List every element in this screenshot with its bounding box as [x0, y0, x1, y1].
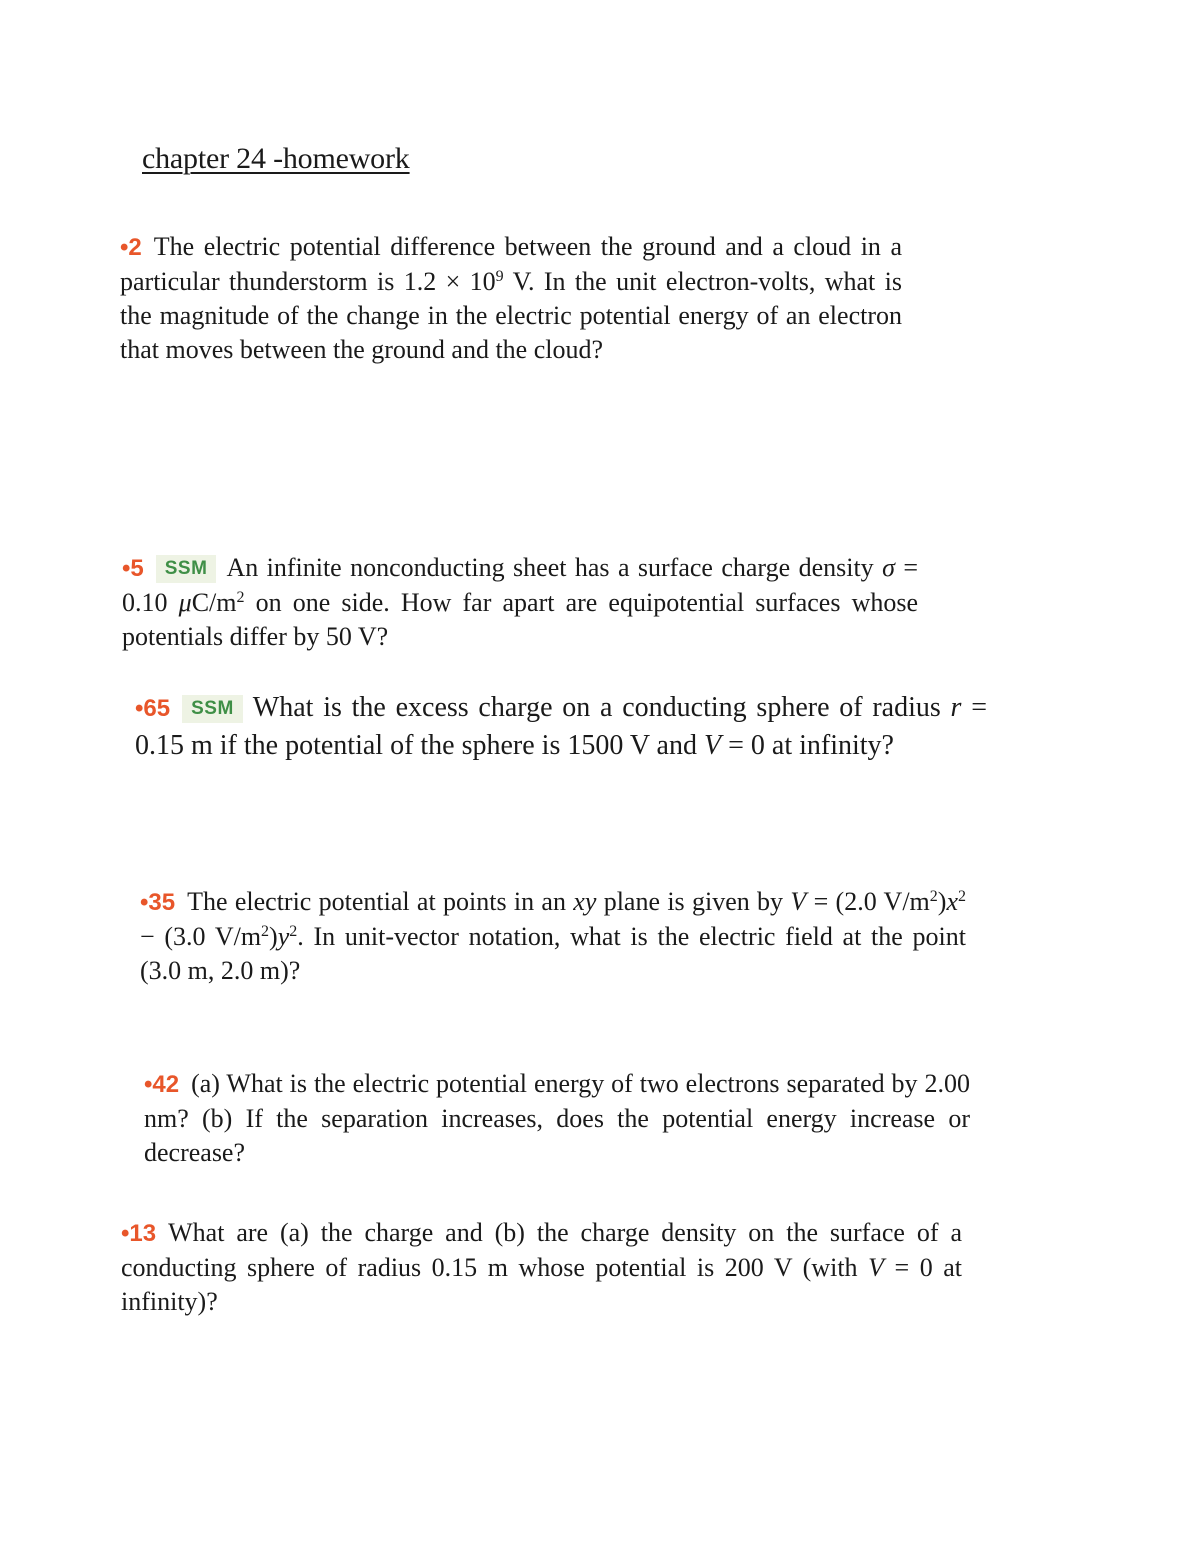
superscript: 2: [236, 589, 245, 606]
problem-number: •2: [120, 234, 142, 261]
problem-2: [120, 230, 902, 367]
math-symbol: x: [946, 887, 959, 916]
problem-text: = 0 at infinity?: [721, 730, 894, 761]
math-symbol: V: [868, 1253, 884, 1282]
math-symbol: V: [790, 887, 807, 916]
superscript: 2: [261, 923, 270, 940]
problem-number: •42: [144, 1071, 180, 1098]
problem-text: What are (a) the charge and (b) the charge density on the surface of a conducting sphere of radius 0.15 m whose potential is 200 V (with: [121, 1218, 962, 1282]
ssm-badge: SSM: [156, 555, 217, 583]
problem-text: = (2.0 V/m: [806, 887, 930, 916]
problem-text: = 0.10: [122, 553, 918, 617]
math-symbol: μ: [178, 588, 192, 617]
problem-text: What is the excess charge on a conducting sphere of radius: [252, 692, 951, 723]
problem-number: •5: [122, 555, 144, 582]
math-symbol: xy: [573, 887, 597, 916]
problem-35: [140, 885, 966, 988]
page-title: chapter 24 -homework: [142, 142, 410, 175]
problem-13: [121, 1216, 962, 1319]
problem-text: The electric potential at points in an: [187, 887, 574, 916]
math-symbol: σ: [882, 553, 895, 582]
problem-text: − (3.0 V/m: [140, 922, 262, 951]
problem-text: ): [937, 887, 947, 916]
superscript: 9: [495, 268, 504, 285]
problem-text: = 0 at infinity)?: [121, 1253, 962, 1316]
problem-text: ): [269, 922, 278, 951]
problem-text: C/m: [191, 588, 237, 617]
problem-text: plane is given by: [596, 887, 791, 916]
problem-text: (a) What is the electric potential energy of two electrons separated by 2.00 nm? (b) If the separation increases, does the potential energy increase or decrease?: [144, 1069, 970, 1167]
problem-text: on one side. How far apart are equipotential surfaces whose potentials differ by 50 V?: [122, 588, 918, 651]
problem-number: •13: [121, 1220, 157, 1247]
math-symbol: V: [703, 730, 722, 761]
math-symbol: y: [277, 922, 290, 951]
superscript: 2: [929, 888, 938, 905]
problem-text: = 0.15 m if the potential of the sphere is 1500 V and: [135, 692, 987, 761]
problem-text: V. In the unit electron-volts, what is the magnitude of the change in the electric potential energy of an electron that moves between the ground and the cloud?: [120, 267, 902, 364]
problem-text: . In unit-vector notation, what is the electric field at the point (3.0 m, 2.0 m)?: [140, 922, 966, 985]
math-symbol: r: [950, 692, 962, 723]
problem-text: An infinite nonconducting sheet has a surface charge density: [226, 553, 883, 582]
problem-number: •65: [135, 695, 171, 722]
superscript: 2: [958, 888, 967, 905]
superscript: 2: [289, 923, 298, 940]
problem-42: [144, 1067, 970, 1170]
ssm-badge: SSM: [182, 695, 243, 723]
problem-number: •35: [140, 889, 176, 916]
problem-65: [135, 689, 987, 764]
problem-5: [122, 551, 918, 654]
problem-text: The electric potential difference between the ground and a cloud in a particular thunderstorm is 1.2 × 10: [120, 232, 902, 296]
